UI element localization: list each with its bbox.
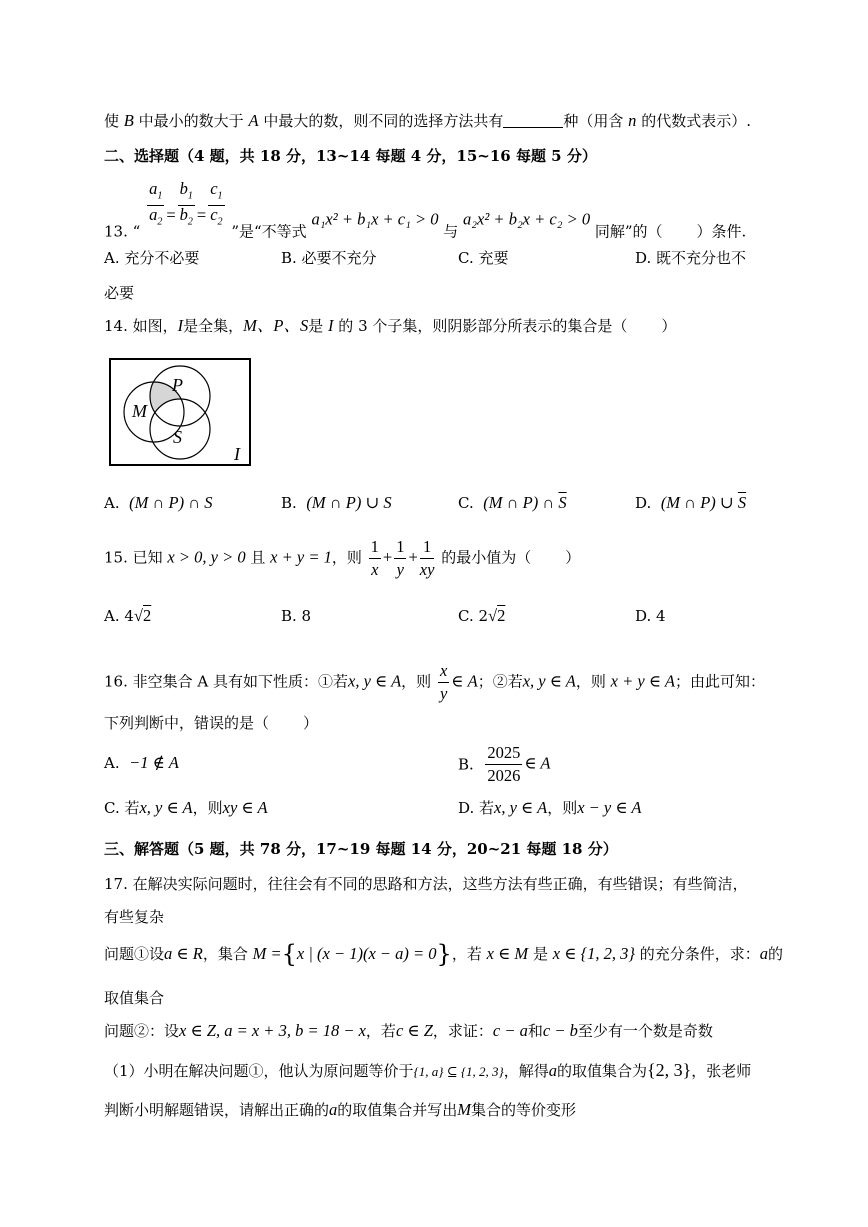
- venn-diagram: [108, 357, 254, 469]
- intro-text-1: 使: [104, 112, 120, 130]
- label-p: P: [172, 375, 183, 395]
- q15-option-d[interactable]: D. 4: [635, 607, 666, 625]
- q14-option-c[interactable]: C. (M ∩ P) ∩ $\overline{S}$: [458, 493, 567, 512]
- q17-subquestion-1-wrap: 判断小明解题错误，请解出正确的a的取值集合并写出M集合的等价变形: [104, 1100, 577, 1119]
- q13-text-2: 与: [443, 222, 459, 241]
- fraction-1-over-xy: $\frac{1}{xy}$: [419, 537, 435, 579]
- label-m: M: [132, 401, 147, 421]
- intro-text-2: 中最小的数大于: [138, 112, 244, 130]
- q17-problem-1-wrap: 取值集合: [104, 989, 165, 1007]
- intro-text-3: 中最大的数，则不同的选择方法共有: [263, 112, 504, 130]
- q15-option-b[interactable]: B. 8: [281, 607, 312, 625]
- q17-problem-1: 问题①设a ∈ R，集合 M ={x | (x − 1)(x − a) = 0}，若 x ∈ M 是 x ∈ {1, 2, 3} 的充分条件，求：a的: [104, 940, 784, 968]
- intro-text-4: 种（用含: [563, 112, 624, 130]
- q13-text-3: 同解”的（: [594, 222, 663, 241]
- fraction-a: $\frac{a_1}{a_2}$: [149, 179, 163, 228]
- fraction-1-over-x: $\frac{1}{x}$: [370, 537, 379, 579]
- section-2-heading: 二、选择题（4 题，共 18 分，13~14 每题 4 分，15~16 每题 5 分）: [104, 147, 597, 165]
- q15-option-a[interactable]: A. 4√2: [104, 606, 152, 625]
- q14-option-d[interactable]: D. (M ∩ P) ∪ $\overline{S}$: [635, 493, 747, 512]
- label-i: I: [234, 444, 240, 464]
- q16-option-b[interactable]: B. $\frac{2025}{2026}$ ∈ A: [458, 743, 551, 785]
- q14-option-b[interactable]: B. (M ∩ P) ∪ S: [281, 493, 392, 512]
- n-var: n: [628, 111, 637, 130]
- q13-number: 13. “: [104, 222, 141, 241]
- q13-option-d-wrap: 必要: [104, 284, 135, 302]
- inequality-1: a₁x² + b₁x + c₁ > 0: [311, 209, 439, 229]
- q13-text-4: ）条件.: [696, 222, 747, 241]
- set-b-var: B: [123, 111, 134, 130]
- q17-line-1: 17. 在解决实际问题时，往往会有不同的思路和方法，这些方法有些正确，有些错误；有些简洁，: [104, 875, 748, 893]
- q17-subquestion-1: （1）小明在解决问题①，他认为原问题等价于{1, a} ⊆ {1, 2, 3}，解得a的取值集合为{2, 3}，张老师: [104, 1060, 752, 1080]
- question-14-stem: 14. 如图，I是全集，M、P、S是 I 的 3 个子集，则阴影部分所表示的集合是（ ）: [104, 316, 677, 335]
- q16-line-2: 下列判断中，错误的是（ ）: [104, 714, 319, 732]
- q16-option-d[interactable]: D. 若x, y ∈ A，则x − y ∈ A: [458, 798, 642, 817]
- intro-text-5: 的代数式表示）.: [641, 112, 751, 130]
- fraction-c: $\frac{c_1}{c_2}$: [210, 179, 223, 228]
- q13-text-1: ”是“不等式: [231, 222, 307, 241]
- question-15-stem: 15. 已知 x > 0, y > 0 且 x + y = 1，则 $\frac{1}{x}$ + $\frac{1}{y}$ + $\frac{1}{xy}$ 的最小值为（ ）: [104, 537, 581, 579]
- q13-option-d[interactable]: D. 既不充分也不: [635, 249, 747, 267]
- q17-problem-2: 问题②：设x ∈ Z, a = x + 3, b = 18 − x，若c ∈ Z，求证：c − a和c − b至少有一个数是奇数: [104, 1021, 713, 1040]
- fraction-b: $\frac{b_1}{b_2}$: [179, 179, 193, 228]
- answer-blank: [503, 113, 563, 128]
- q16-option-a[interactable]: A. −1 ∉ A: [104, 753, 179, 772]
- set-a-var: A: [248, 111, 259, 130]
- label-s: S: [173, 427, 182, 447]
- fraction-x-over-y: $\frac{x}{y}$: [439, 661, 448, 703]
- q13-option-a[interactable]: A. 充分不必要: [104, 249, 200, 267]
- section-3-heading: 三、解答题（5 题，共 78 分，17~19 每题 14 分，20~21 每题 18 分）: [104, 840, 618, 858]
- q14-option-a[interactable]: A. (M ∩ P) ∩ S: [104, 493, 213, 512]
- q17-line-2: 有些复杂: [104, 908, 165, 926]
- intro-line: [104, 111, 751, 131]
- q15-option-c[interactable]: C. 2√2: [458, 606, 506, 625]
- q16-option-c[interactable]: C. 若x, y ∈ A，则xy ∈ A: [104, 798, 268, 817]
- question-16-stem: 16. 非空集合 A 具有如下性质：①若x, y ∈ A，则 $\frac{x}{y}$ ∈ A；②若x, y ∈ A，则 x + y ∈ A；由此可知：: [104, 661, 765, 703]
- fraction-1-over-y: $\frac{1}{y}$: [396, 537, 405, 579]
- question-13-stem: 13. “ $\frac{a_1}{a_2}$ = $\frac{b_1}{b_2}$ = $\frac{c_1}{c_2}$ ”是“不等式 a₁x² + b₁x + c₁ > 0 与 a₂x² + b₂x + c₂ > 0 同解”的（ ）条件.: [104, 179, 747, 241]
- q13-option-c[interactable]: C. 充要: [458, 249, 509, 267]
- inequality-2: a₂x² + b₂x + c₂ > 0: [463, 209, 591, 229]
- q13-option-b[interactable]: B. 必要不充分: [281, 249, 377, 267]
